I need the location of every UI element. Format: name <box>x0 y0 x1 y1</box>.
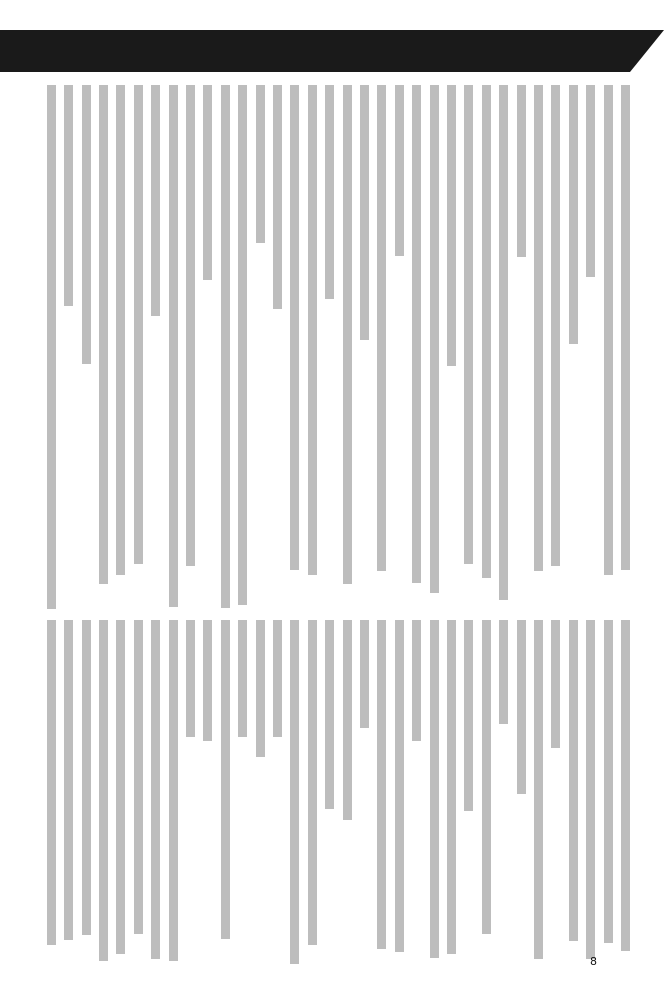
header-band <box>0 0 664 80</box>
text-column <box>551 85 560 566</box>
text-column <box>395 620 404 952</box>
text-block-upper <box>40 85 630 610</box>
text-column <box>482 620 491 934</box>
text-column <box>221 620 230 939</box>
text-column <box>186 620 195 737</box>
text-column <box>621 620 630 951</box>
text-column <box>203 85 212 280</box>
text-column <box>151 620 160 959</box>
text-block-lower <box>40 620 630 965</box>
text-column <box>534 620 543 959</box>
text-column <box>551 620 560 748</box>
text-column <box>256 620 265 757</box>
text-column <box>464 620 473 811</box>
text-column <box>134 85 143 564</box>
text-column <box>343 85 352 584</box>
text-column <box>256 85 265 243</box>
text-column <box>325 85 334 299</box>
text-column <box>499 620 508 724</box>
text-column <box>134 620 143 934</box>
text-column <box>517 620 526 794</box>
text-column <box>464 85 473 564</box>
text-column <box>412 620 421 741</box>
text-column <box>273 620 282 737</box>
text-column <box>325 620 334 809</box>
text-column <box>569 620 578 941</box>
text-column <box>290 620 299 964</box>
text-column <box>99 85 108 584</box>
text-column <box>360 620 369 728</box>
text-column <box>343 620 352 820</box>
text-column <box>308 85 317 575</box>
text-column <box>430 85 439 593</box>
text-column <box>47 85 56 609</box>
text-column <box>273 85 282 309</box>
text-column <box>586 85 595 277</box>
text-column <box>290 85 299 570</box>
text-column <box>116 620 125 954</box>
text-column <box>534 85 543 571</box>
text-column <box>447 620 456 954</box>
text-column <box>238 620 247 737</box>
text-column <box>308 620 317 945</box>
text-column <box>186 85 195 566</box>
text-column <box>116 85 125 575</box>
text-column <box>99 620 108 961</box>
text-column <box>482 85 491 578</box>
text-column <box>169 620 178 961</box>
text-column <box>47 620 56 945</box>
text-column <box>604 620 613 943</box>
text-column <box>169 85 178 607</box>
text-column <box>621 85 630 570</box>
text-column <box>377 85 386 571</box>
text-column <box>151 85 160 316</box>
text-column <box>360 85 369 340</box>
text-column <box>447 85 456 366</box>
text-column <box>586 620 595 959</box>
text-column <box>82 85 91 364</box>
text-column <box>238 85 247 605</box>
text-column <box>377 620 386 949</box>
text-column <box>604 85 613 575</box>
text-column <box>64 85 73 306</box>
text-column <box>82 620 91 935</box>
text-column <box>64 620 73 940</box>
text-column <box>395 85 404 256</box>
text-column <box>412 85 421 583</box>
text-column <box>569 85 578 344</box>
text-column <box>221 85 230 608</box>
text-column <box>517 85 526 257</box>
page-number: 8 <box>590 955 597 968</box>
text-column <box>203 620 212 741</box>
text-column <box>499 85 508 600</box>
text-column <box>430 620 439 958</box>
